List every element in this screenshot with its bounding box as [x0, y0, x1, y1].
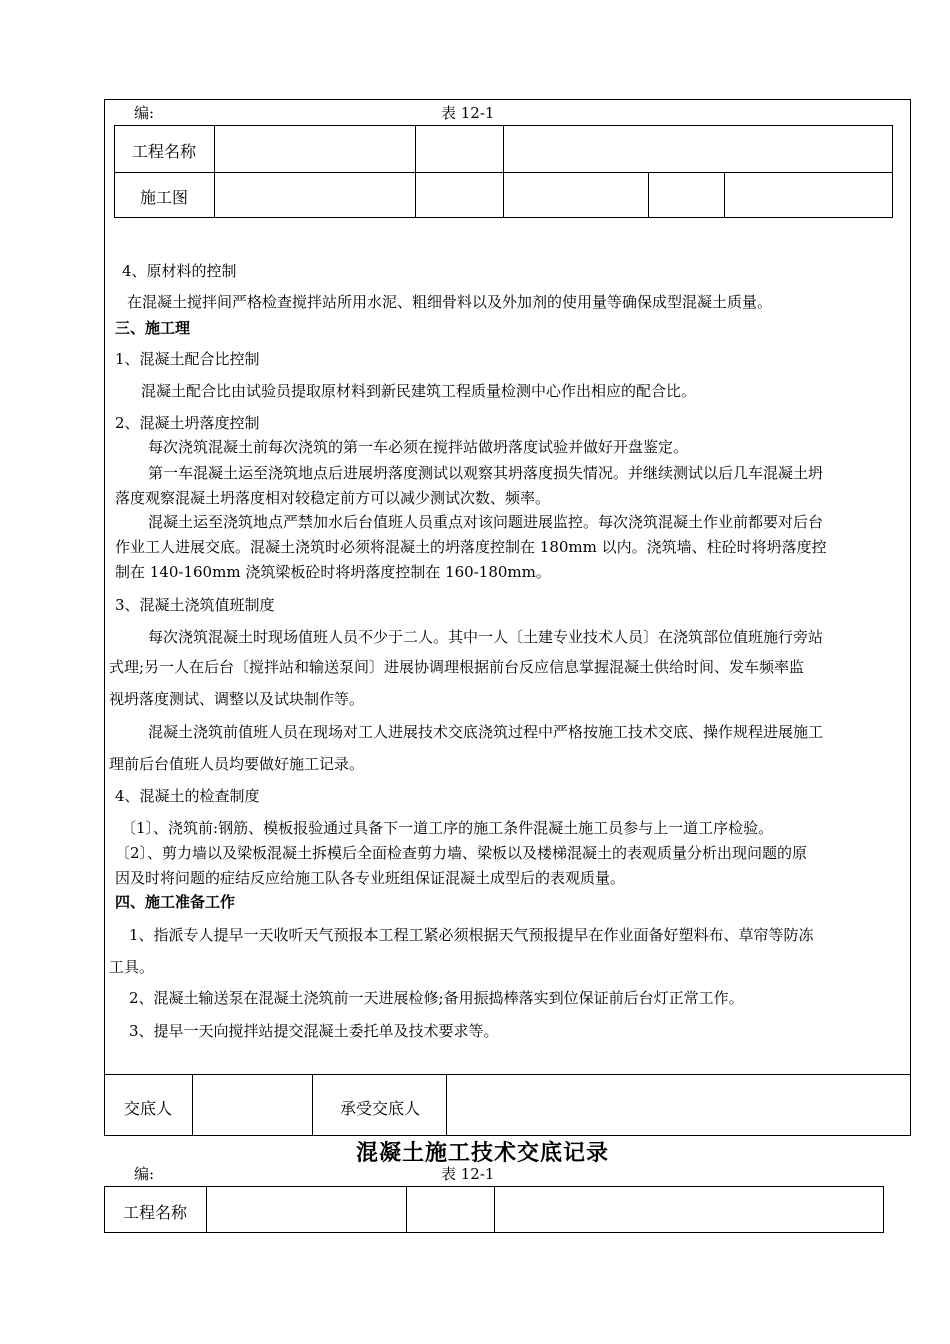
second-table-number: 表 12-1 [441, 1165, 495, 1183]
receiver-signature-field[interactable] [450, 1078, 906, 1132]
content-line: 混凝土运至浇筑地点严禁加水后台值班人员重点对该问题进展监控。每次浇筑混凝土作业前都要对后台 [148, 513, 824, 531]
content-line: 因及时将问题的症结反应给施工队各专业班组保证混凝土成型后的表观质量。 [115, 869, 626, 887]
content-line: 落度观察混凝土坍落度相对较稳定前方可以减少测试次数、频率。 [115, 489, 551, 507]
project-name-value-field[interactable] [218, 128, 412, 170]
header-table-number: 表 12-1 [441, 104, 495, 122]
content-line: 1、指派专人提早一天收听天气预报本工程工紧必须根据天气预报提早在作业面备好塑料布、草帘等防冻 [129, 926, 814, 944]
construction-drawing-label: 施工图 [140, 188, 189, 207]
receiver-label: 承受交底人 [340, 1099, 421, 1118]
content-line: 视坍落度测试、调整以及试块制作等。 [109, 690, 365, 708]
content-line: 2、混凝土输送泵在混凝土浇筑前一天进展检修;备用振捣棒落实到位保证前后台灯正常工作。 [129, 989, 744, 1007]
content-line: 式理;另一人在后台〔搅拌站和输送泵间〕进展协调理根据前台反应信息掌握混凝土供给时间、发车频率监 [109, 658, 805, 676]
content-line: 作业工人进展交底。混凝土浇筑时必须将混凝土的坍落度控制在 180mm 以内。浇筑墙、柱砼时将坍落度控 [115, 538, 827, 556]
content-line: 〔2〕、剪力墙以及梁板混凝土拆模后全面检查剪力墙、梁板以及楼梯混凝土的表观质量分析出现问题的原 [115, 844, 808, 862]
section-heading: 三、施工理 [115, 319, 191, 337]
header-bian-label: 编: [134, 104, 155, 122]
content-line: 每次浇筑混凝土时现场值班人员不少于二人。其中一人〔土建专业技术人员〕在浇筑部位值班施行旁站 [148, 628, 824, 646]
content-line: 3、混凝土浇筑值班制度 [115, 596, 275, 614]
content-line: 第一车混凝土运至浇筑地点后进展坍落度测试以观察其坍落度损失情况。并继续测试以后几车混凝土坍 [148, 464, 824, 482]
content-line: 1、混凝土配合比控制 [115, 350, 260, 368]
content-line: 理前后台值班人员均要做好施工记录。 [109, 755, 365, 773]
content-line: 4、混凝土的检查制度 [115, 787, 260, 805]
project-name-label: 工程名称 [132, 142, 197, 161]
content-line: 混凝土配合比由试验员提取原材料到新民建筑工程质量检测中心作出相应的配合比。 [141, 382, 697, 400]
content-line: 4、原材料的控制 [122, 262, 237, 280]
content-line: 〔1〕、浇筑前:钢筋、模板报验通过具备下一道工序的施工条件混凝土施工员参与上一道工序检验。 [121, 819, 774, 837]
content-line: 工具。 [109, 958, 155, 976]
content-line: 混凝土浇筑前值班人员在现场对工人进展技术交底浇筑过程中严格按施工技术交底、操作规程进展施工 [148, 723, 824, 741]
content-line: 在混凝土搅拌间严格检查搅拌站所用水泥、粗细骨料以及外加剂的使用量等确保成型混凝土质量。 [127, 293, 773, 311]
second-bian-label: 编: [134, 1165, 155, 1183]
content-line: 每次浇筑混凝土前每次浇筑的第一车必须在搅拌站做坍落度试验并做好开盘鉴定。 [148, 438, 689, 456]
content-line: 3、提早一天向搅拌站提交混凝土委托单及技术要求等。 [129, 1022, 499, 1040]
page-title: 混凝土施工技术交底记录 [356, 1140, 610, 1166]
section-heading: 四、施工准备工作 [115, 893, 236, 911]
second-project-name-label: 工程名称 [123, 1203, 188, 1222]
content-line: 制在 140-160mm 浇筑梁板砼时将坍落度控制在 160-180mm。 [115, 563, 551, 581]
submitter-signature-field[interactable] [196, 1078, 308, 1132]
submitter-label: 交底人 [124, 1099, 173, 1118]
content-line: 2、混凝土坍落度控制 [115, 414, 260, 432]
